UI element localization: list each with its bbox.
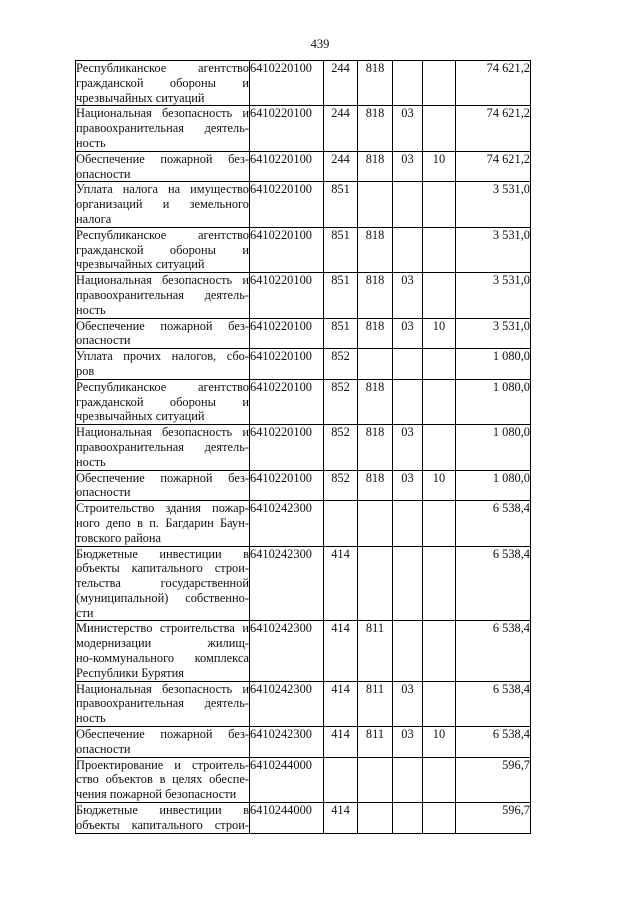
- subsection-cell: [423, 621, 456, 681]
- target-code-cell: 6410242300: [250, 546, 324, 621]
- row-name-line: опасности: [76, 741, 131, 756]
- table-row: [76, 501, 531, 546]
- target-code-cell: 6410242300: [250, 501, 324, 546]
- expense-type-cell: 851: [324, 318, 358, 349]
- table-row: [76, 106, 531, 151]
- target-code-cell: 6410220100: [250, 349, 324, 380]
- row-name-cell: [76, 727, 250, 758]
- department-code-cell: 811: [358, 681, 393, 726]
- amount-cell: 74 621,2: [456, 61, 531, 106]
- subsection-cell: [423, 803, 456, 834]
- table-row: [76, 681, 531, 726]
- row-name-line: ность: [76, 711, 106, 726]
- row-name-line: Обеспечение пожарной без-: [76, 151, 249, 166]
- table-row: [76, 349, 531, 380]
- department-code-cell: 818: [358, 106, 393, 151]
- amount-cell: 3 531,0: [456, 273, 531, 318]
- subsection-cell: 10: [423, 151, 456, 182]
- expense-type-cell: 414: [324, 621, 358, 681]
- row-name-line: правоохранительная деятель-: [76, 439, 249, 454]
- target-code-cell: 6410220100: [250, 425, 324, 470]
- row-name-line: Республиканское агентство: [76, 227, 249, 242]
- row-name-line: Проектирование и строитель-: [76, 757, 249, 772]
- row-name-cell: [76, 501, 250, 546]
- table-row: [76, 757, 531, 802]
- section-cell: [393, 379, 423, 424]
- target-code-cell: 6410220100: [250, 61, 324, 106]
- department-code-cell: 811: [358, 727, 393, 758]
- subsection-cell: [423, 681, 456, 726]
- row-name-line: чения пожарной безопасности: [76, 787, 237, 802]
- subsection-cell: 10: [423, 727, 456, 758]
- section-cell: 03: [393, 151, 423, 182]
- target-code-cell: 6410220100: [250, 106, 324, 151]
- department-code-cell: [358, 757, 393, 802]
- row-name-line: Национальная безопасность и: [76, 273, 249, 288]
- subsection-cell: [423, 501, 456, 546]
- expense-type-cell: [324, 757, 358, 802]
- row-name-line: Уплата налога на имущество: [76, 182, 249, 197]
- department-code-cell: 818: [358, 61, 393, 106]
- amount-cell: 3 531,0: [456, 182, 531, 227]
- expense-type-cell: 244: [324, 106, 358, 151]
- table-row: [76, 273, 531, 318]
- row-name-cell: [76, 227, 250, 272]
- row-name-line: правоохранительная деятель-: [76, 287, 249, 302]
- expense-type-cell: 852: [324, 425, 358, 470]
- table-body: [76, 61, 531, 834]
- row-name-line: Республиканское агентство: [76, 61, 249, 75]
- row-name-cell: [76, 621, 250, 681]
- row-name-line: сти: [76, 605, 94, 620]
- department-code-cell: 811: [358, 621, 393, 681]
- amount-cell: 74 621,2: [456, 106, 531, 151]
- subsection-cell: [423, 349, 456, 380]
- row-name-cell: [76, 470, 250, 501]
- budget-table: [75, 60, 531, 834]
- section-cell: [393, 757, 423, 802]
- section-cell: 03: [393, 273, 423, 318]
- expense-type-cell: 851: [324, 182, 358, 227]
- section-cell: [393, 182, 423, 227]
- amount-cell: 1 080,0: [456, 470, 531, 501]
- row-name-line: ров: [76, 363, 95, 378]
- amount-cell: 6 538,4: [456, 621, 531, 681]
- amount-cell: 1 080,0: [456, 379, 531, 424]
- department-code-cell: 818: [358, 151, 393, 182]
- expense-type-cell: 414: [324, 546, 358, 621]
- target-code-cell: 6410220100: [250, 227, 324, 272]
- subsection-cell: [423, 106, 456, 151]
- section-cell: 03: [393, 681, 423, 726]
- row-name-cell: [76, 425, 250, 470]
- row-name-line: гражданской обороны и: [76, 242, 249, 257]
- table-row: [76, 727, 531, 758]
- row-name-line: Республиканское агентство: [76, 379, 249, 394]
- target-code-cell: 6410220100: [250, 273, 324, 318]
- section-cell: 03: [393, 470, 423, 501]
- row-name-line: ность: [76, 302, 106, 317]
- row-name-cell: [76, 757, 250, 802]
- row-name-line: Министерство строительства и: [76, 621, 249, 636]
- row-name-line: ного депо в п. Багдарин Баун-: [76, 515, 249, 530]
- row-name-line: Обеспечение пожарной без-: [76, 470, 249, 485]
- row-name-line: чрезвычайных ситуаций: [76, 409, 205, 424]
- section-cell: [393, 501, 423, 546]
- row-name-line: Национальная безопасность и: [76, 681, 249, 696]
- row-name-line: но-коммунального комплекса: [76, 651, 249, 666]
- row-name-line: ность: [76, 135, 106, 150]
- section-cell: [393, 227, 423, 272]
- row-name-cell: [76, 803, 250, 834]
- row-name-cell: [76, 349, 250, 380]
- row-name-line: Национальная безопасность и: [76, 425, 249, 440]
- row-name-line: правоохранительная деятель-: [76, 696, 249, 711]
- amount-cell: 3 531,0: [456, 318, 531, 349]
- row-name-cell: [76, 318, 250, 349]
- department-code-cell: 818: [358, 470, 393, 501]
- section-cell: [393, 61, 423, 106]
- subsection-cell: [423, 425, 456, 470]
- subsection-cell: [423, 182, 456, 227]
- section-cell: 03: [393, 425, 423, 470]
- subsection-cell: [423, 546, 456, 621]
- amount-cell: 596,7: [456, 803, 531, 834]
- row-name-cell: [76, 546, 250, 621]
- row-name-line: Уплата прочих налогов, сбо-: [76, 349, 249, 364]
- expense-type-cell: 414: [324, 727, 358, 758]
- expense-type-cell: 852: [324, 379, 358, 424]
- section-cell: [393, 546, 423, 621]
- row-name-cell: [76, 379, 250, 424]
- target-code-cell: 6410242300: [250, 621, 324, 681]
- row-name-line: Национальная безопасность и: [76, 106, 249, 121]
- amount-cell: 1 080,0: [456, 425, 531, 470]
- row-name-cell: [76, 106, 250, 151]
- department-code-cell: 818: [358, 379, 393, 424]
- row-name-line: опасности: [76, 166, 131, 181]
- section-cell: [393, 621, 423, 681]
- row-name-line: Бюджетные инвестиции в: [76, 546, 249, 561]
- expense-type-cell: 244: [324, 61, 358, 106]
- row-name-line: модернизации жилищ-: [76, 636, 249, 651]
- table-row: [76, 182, 531, 227]
- department-code-cell: 818: [358, 227, 393, 272]
- row-name-line: ство объектов в целях обеспе-: [76, 772, 249, 787]
- section-cell: 03: [393, 106, 423, 151]
- department-code-cell: [358, 349, 393, 380]
- table-row: [76, 379, 531, 424]
- row-name-line: гражданской обороны и: [76, 75, 249, 90]
- table-row: [76, 425, 531, 470]
- page-number: 439: [310, 37, 330, 51]
- row-name-cell: [76, 182, 250, 227]
- expense-type-cell: [324, 501, 358, 546]
- target-code-cell: 6410220100: [250, 318, 324, 349]
- row-name-line: Республики Бурятия: [76, 665, 184, 680]
- row-name-line: организаций и земельного: [76, 197, 249, 212]
- row-name-line: Обеспечение пожарной без-: [76, 727, 249, 742]
- department-code-cell: 818: [358, 318, 393, 349]
- row-name-line: правоохранительная деятель-: [76, 121, 249, 136]
- row-name-line: чрезвычайных ситуаций: [76, 90, 205, 105]
- row-name-cell: [76, 273, 250, 318]
- section-cell: [393, 349, 423, 380]
- target-code-cell: 6410220100: [250, 470, 324, 501]
- expense-type-cell: 852: [324, 470, 358, 501]
- subsection-cell: [423, 273, 456, 318]
- amount-cell: 6 538,4: [456, 681, 531, 726]
- department-code-cell: [358, 501, 393, 546]
- row-name-line: Строительство здания пожар-: [76, 501, 249, 516]
- target-code-cell: 6410242300: [250, 727, 324, 758]
- expense-type-cell: 244: [324, 151, 358, 182]
- subsection-cell: [423, 227, 456, 272]
- row-name-line: Обеспечение пожарной без-: [76, 318, 249, 333]
- row-name-cell: [76, 151, 250, 182]
- row-name-line: ность: [76, 454, 106, 469]
- row-name-line: Бюджетные инвестиции в: [76, 803, 249, 818]
- row-name-line: опасности: [76, 485, 131, 500]
- table-row: [76, 470, 531, 501]
- expense-type-cell: 414: [324, 803, 358, 834]
- target-code-cell: 6410244000: [250, 803, 324, 834]
- department-code-cell: [358, 182, 393, 227]
- amount-cell: 1 080,0: [456, 349, 531, 380]
- department-code-cell: [358, 803, 393, 834]
- amount-cell: 6 538,4: [456, 546, 531, 621]
- row-name-line: объекты капитального строи-: [76, 561, 249, 576]
- subsection-cell: [423, 757, 456, 802]
- row-name-line: товского района: [76, 530, 162, 545]
- table-row: [76, 621, 531, 681]
- expense-type-cell: 851: [324, 227, 358, 272]
- target-code-cell: 6410220100: [250, 379, 324, 424]
- table-row: [76, 318, 531, 349]
- table-row: [76, 803, 531, 834]
- table-row: [76, 61, 531, 106]
- subsection-cell: 10: [423, 318, 456, 349]
- row-name-line: гражданской обороны и: [76, 394, 249, 409]
- expense-type-cell: 851: [324, 273, 358, 318]
- amount-cell: 596,7: [456, 757, 531, 802]
- section-cell: [393, 803, 423, 834]
- row-name-line: (муниципальной) собственно-: [76, 590, 249, 605]
- department-code-cell: [358, 546, 393, 621]
- amount-cell: 3 531,0: [456, 227, 531, 272]
- section-cell: 03: [393, 727, 423, 758]
- table-row: [76, 546, 531, 621]
- amount-cell: 74 621,2: [456, 151, 531, 182]
- subsection-cell: 10: [423, 470, 456, 501]
- department-code-cell: 818: [358, 425, 393, 470]
- row-name-cell: [76, 681, 250, 726]
- section-cell: 03: [393, 318, 423, 349]
- target-code-cell: 6410220100: [250, 182, 324, 227]
- amount-cell: 6 538,4: [456, 501, 531, 546]
- row-name-line: налога: [76, 211, 112, 226]
- row-name-cell: [76, 61, 250, 106]
- row-name-line: опасности: [76, 333, 131, 348]
- department-code-cell: 818: [358, 273, 393, 318]
- table-row: [76, 151, 531, 182]
- subsection-cell: [423, 61, 456, 106]
- row-name-line: объекты капитального строи-: [76, 817, 249, 832]
- target-code-cell: 6410242300: [250, 681, 324, 726]
- table-row: [76, 227, 531, 272]
- expense-type-cell: 852: [324, 349, 358, 380]
- subsection-cell: [423, 379, 456, 424]
- amount-cell: 6 538,4: [456, 727, 531, 758]
- row-name-line: чрезвычайных ситуаций: [76, 257, 205, 272]
- target-code-cell: 6410244000: [250, 757, 324, 802]
- expense-type-cell: 414: [324, 681, 358, 726]
- target-code-cell: 6410220100: [250, 151, 324, 182]
- row-name-line: тельства государственной: [76, 576, 249, 591]
